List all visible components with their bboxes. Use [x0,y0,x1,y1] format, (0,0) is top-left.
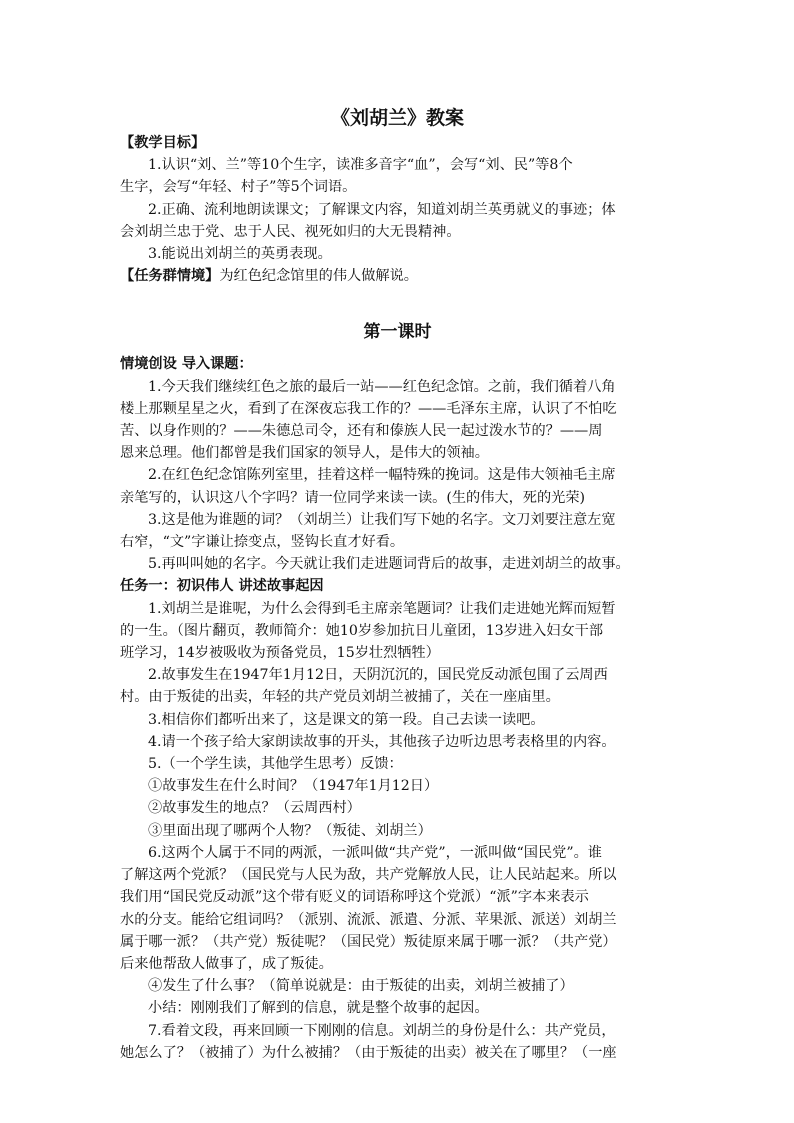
task-context [120,265,675,287]
task1-line: 属于哪一派？（共产党）叛徒呢？（国民党）叛徒原来属于哪一派？（共产党） [120,933,617,950]
intro-line: 2.在红色纪念馆陈列室里，挂着这样一幅特殊的挽词。这是伟大领袖毛主席 [148,467,616,484]
task-context-label: 【任务群情境】 [120,268,220,285]
task1-line: ②故事发生的地点？（云周西村） [148,800,361,817]
task1-line: ③里面出现了哪两个人物？（叛徒、刘胡兰） [148,822,432,839]
lesson-plan-page [120,104,675,1064]
objective-line: 会刘胡兰忠于党、忠于人民、视死如归的大无畏精神。 [120,223,461,240]
task1-line: 1.刘胡兰是谁呢，为什么会得到毛主席亲笔题词？让我们走进她光辉而短暂 [148,600,616,617]
objective-line: 2.正确、流利地朗读课文；了解课文内容，知道刘胡兰英勇就义的事迹；体 [148,201,616,218]
document-title: 《刘胡兰》教案 [330,107,464,129]
task1-line: 村。由于叛徒的出卖，年轻的共产党员刘胡兰被捕了，关在一座庙里。 [120,689,560,706]
intro-line: 5.再叫叫她的名字。今天就让我们走进题词背后的故事，走进刘胡兰的故事。 [148,556,630,573]
task1-line: 水的分支。能给它组词吗？（派别、流派、派遣、分派、苹果派、派送）刘胡兰 [120,911,617,928]
task1-line: 的一生。（图片翻页，教师简介：她10岁参加抗日儿童团，13岁进入妇女干部 [120,622,604,639]
objective-line: 3.能说出刘胡兰的英勇表现。 [148,246,332,263]
intro-line: 恩来总理。他们都曾是我们国家的领导人，是伟大的领袖。 [120,445,489,462]
spacer [120,287,675,317]
section-title: 第一课时 [363,322,432,343]
objectives-heading [120,132,675,154]
task1-line: 班学习，14岁被吸收为预备党员，15岁壮烈牺牲） [120,645,440,662]
task1-line: 她怎么了？（被捕了）为什么被捕？（由于叛徒的出卖）被关在了哪里？（一座 [120,1044,617,1061]
objective-line: 1.认识“刘、兰”等10个生字，读准多音字“血”，会写“刘、民”等8个 [148,157,573,174]
intro-line: 1.今天我们继续红色之旅的最后一站——红色纪念馆。之前，我们循着八角 [148,378,616,395]
intro-line: 3.这是他为谁题的词？（刘胡兰）让我们写下她的名字。文刀刘要注意左宽 [148,511,616,528]
intro-line: 苦、以身作则的？——朱德总司令，还有和傣族人民一起过泼水节的？——周 [120,423,603,440]
task1-line: 2.故事发生在1947年1月12日，天阴沉沉的，国民党反动派包围了云周西 [148,667,608,684]
task1-line: 3.相信你们都听出来了，这是课文的第一段。自己去读一读吧。 [148,711,545,728]
intro-line: 右窄，“文”字谦让捺变点，竖钩长直才好看。 [120,534,405,551]
task1-line: 小结：刚刚我们了解到的信息，就是整个故事的起因。 [148,1000,489,1017]
task1-line: 6.这两个人属于不同的两派，一派叫做“共产党”，一派叫做“国民党”。谁 [148,844,602,861]
task1-line: 了解这两个党派？（国民党与人民为敌，共产党解放人民，让人民站起来。所以 [120,867,617,884]
task1-line: 我们用“国民党反动派”这个带有贬义的词语称呼这个党派）“派”字本来表示 [120,889,589,906]
task1-line: 后来他帮敌人做事了，成了叛徒。 [120,955,333,972]
intro-line: 楼上那颗星星之火，看到了在深夜忘我工作的？——毛泽东主席，认识了不怕吃 [120,400,617,417]
task1-line: ①故事发生在什么时间？（1947年1月12日） [148,778,439,795]
task1-line: 5.（一个学生读，其他学生思考）反馈： [148,756,403,773]
intro-heading: 情境创设 导入课题： [120,356,253,373]
task-context-text: 为红色纪念馆里的伟人做解说。 [219,268,418,285]
intro-line: 亲笔写的，认识这八个字吗？请一位同学来读一读。(生的伟大，死的光荣) [120,489,586,506]
task1-heading: 任务一：初识伟人 讲述故事起因 [120,578,324,595]
task1-line: ④发生了什么事？（简单说就是：由于叛徒的出卖，刘胡兰被捕了） [148,978,574,995]
task1-line: 7.看着文段，再来回顾一下刚刚的信息。刘胡兰的身份是什么：共产党员， [148,1022,616,1039]
objective-line: 生字，会写“年轻、村子”等5个词语。 [120,179,357,196]
objectives-heading-label: 【教学目标】 [120,135,206,151]
task1-line: 4.请一个孩子给大家朗读故事的开头，其他孩子边听边思考表格里的内容。 [148,733,616,750]
